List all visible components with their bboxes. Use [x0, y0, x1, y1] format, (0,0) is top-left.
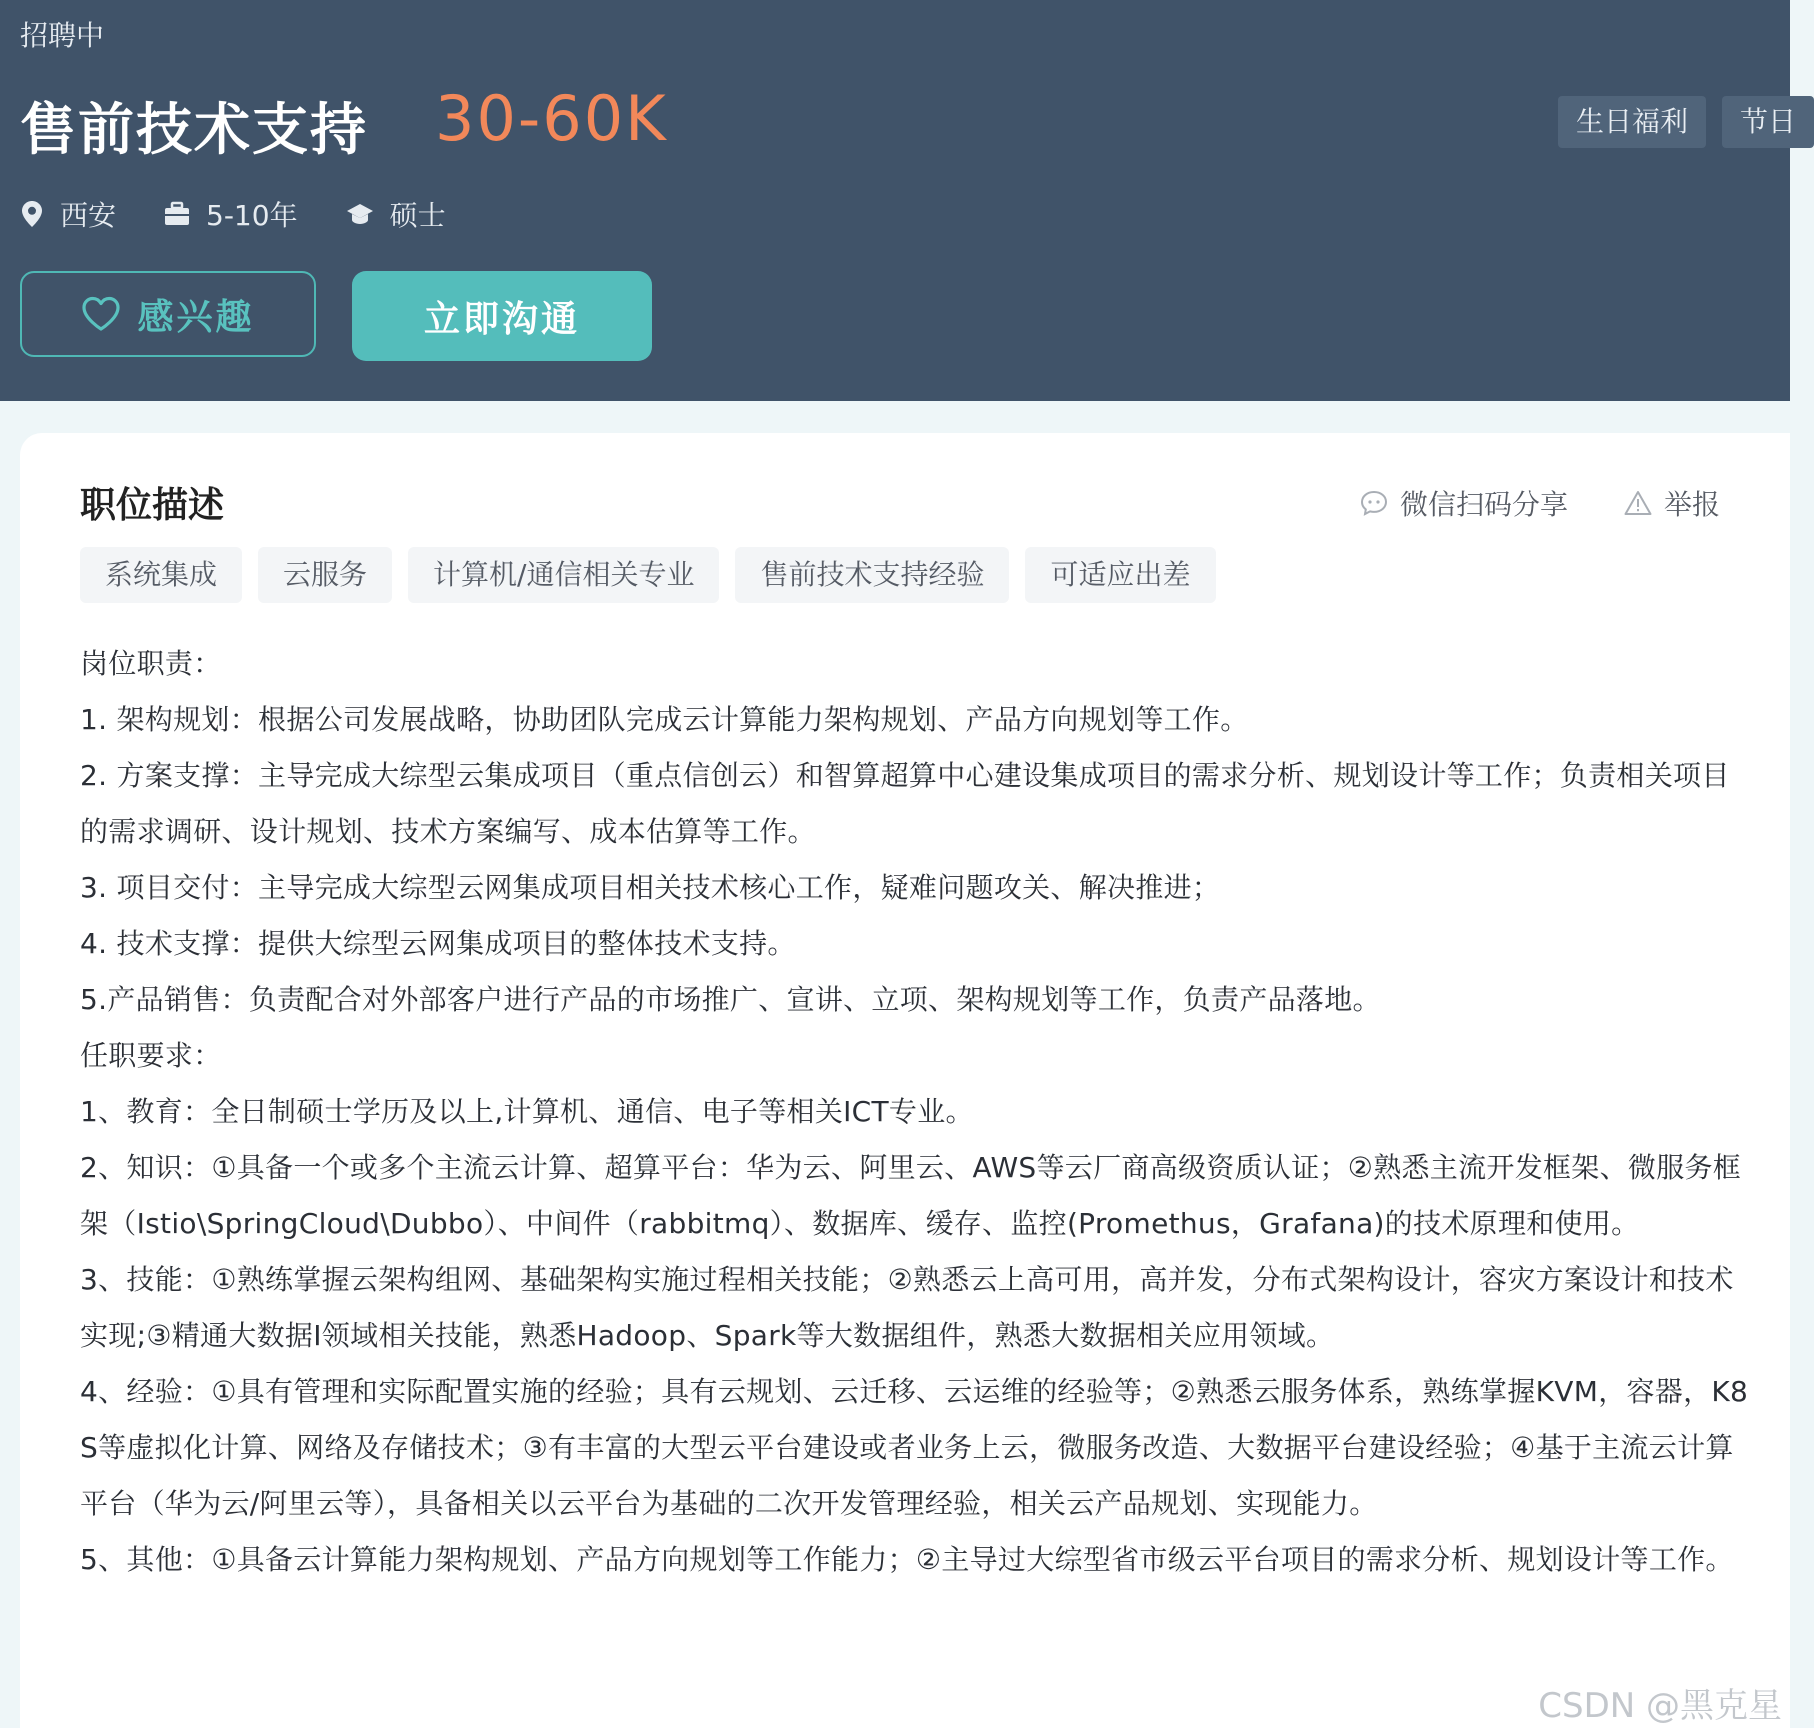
description-line: 3. 项目交付：主导完成大综型云网集成项目相关技术核心工作，疑难问题攻关、解决推进；: [80, 871, 1221, 904]
skill-tag: 系统集成: [80, 547, 242, 603]
card-actions: [1360, 483, 1776, 523]
experience-text: 5-10年: [206, 199, 298, 232]
section-title: 职位描述: [80, 485, 225, 526]
benefit-tags: [1558, 96, 1814, 148]
description-line: 4、经验：①具有管理和实际配置实施的经验；具有云规划、云迁移、云运维的经验等；②熟悉云服务体系，熟练掌握KVM，容器，K8S等虚拟化计算、网络及存储技术；③有丰富的大型云平台建设或者业务上云，微服务改造、大数据平台建设经验；④基于主流云计算平台（华为云/阿里云等），具备相关以云平台为基础的二次开发管理经验，相关云产品规划、实现能力。: [80, 1375, 1749, 1520]
description-line: 2. 方案支撑：主导完成大综型云集成项目（重点信创云）和智算超算中心建设集成项目的需求分析、规划设计等工作；负责相关项目的需求调研、设计规划、技术方案编写、成本估算等工作。: [80, 759, 1730, 848]
location-pin-icon: [20, 200, 44, 228]
description-line: 岗位职责：: [80, 647, 222, 680]
briefcase-icon: [164, 202, 190, 226]
skill-tag: 可适应出差: [1025, 547, 1215, 603]
description-text: [80, 636, 1750, 1588]
description-line: 1、教育：全日制硕士学历及以上,计算机、通信、电子等相关ICT专业。: [80, 1095, 974, 1128]
skill-tag: 售前技术支持经验: [735, 547, 1009, 603]
watermark: CSDN @黑克星: [1538, 1686, 1782, 1726]
report-label: 举报: [1664, 488, 1721, 521]
meta-education: [346, 194, 446, 234]
job-description-card: [20, 433, 1790, 1728]
education-text: 硕士: [389, 199, 446, 232]
skill-tag: 计算机/通信相关专业: [408, 547, 719, 603]
skill-tags: [80, 547, 1216, 603]
share-label: 微信扫码分享: [1400, 488, 1569, 521]
heart-icon: [81, 296, 121, 332]
location-text: 西安: [60, 199, 117, 232]
interest-label: 感兴趣: [137, 296, 255, 338]
description-line: 5.产品销售：负责配合对外部客户进行产品的市场推广、宣讲、立项、架构规划等工作，负责产品落地。: [80, 983, 1381, 1016]
description-line: 3、技能：①熟练掌握云架构组网、基础架构实施过程相关技能；②熟悉云上高可用，高并发，分布式架构设计，容灾方案设计和技术实现;③精通大数据I领域相关技能，熟悉Hadoop、Spark等大数据组件，熟悉大数据相关应用领域。: [80, 1263, 1734, 1352]
benefit-tag: 节日: [1722, 96, 1814, 148]
chat-now-label: 立即沟通: [423, 298, 580, 340]
report-button[interactable]: [1624, 483, 1720, 523]
description-line: 1. 架构规划：根据公司发展战略，协助团队完成云计算能力架构规划、产品方向规划等工作。: [80, 703, 1249, 736]
meta-experience: [164, 194, 298, 234]
warning-icon: [1624, 490, 1652, 516]
job-status: 招聘中: [20, 19, 105, 52]
job-meta: [20, 194, 494, 234]
description-line: 任职要求：: [80, 1039, 222, 1072]
description-line: 2、知识：①具备一个或多个主流云计算、超算平台：华为云、阿里云、AWS等云厂商高级资质认证；②熟悉主流开发框架、微服务框架（Istio\SpringCloud\Dubbo）、中间件（rabbitmq）、数据库、缓存、监控(Promethus，Grafana)的技术原理和使用。: [80, 1151, 1742, 1240]
meta-location: [20, 194, 116, 234]
skill-tag: 云服务: [258, 547, 392, 603]
salary: 30-60K: [435, 82, 668, 155]
job-header: [0, 0, 1797, 401]
graduation-cap-icon: [346, 202, 374, 226]
wechat-share-button[interactable]: [1360, 483, 1568, 523]
chat-now-button[interactable]: [352, 271, 652, 361]
benefit-tag: 生日福利: [1558, 96, 1706, 148]
job-title: 售前技术支持: [20, 98, 368, 163]
description-line: 4. 技术支撑：提供大综型云网集成项目的整体技术支持。: [80, 927, 796, 960]
description-line: 5、其他：①具备云计算能力架构规划、产品方向规划等工作能力；②主导过大综型省市级云平台项目的需求分析、规划设计等工作。: [80, 1543, 1734, 1576]
chat-bubble-icon: [1360, 490, 1388, 516]
interest-button[interactable]: [20, 271, 316, 357]
